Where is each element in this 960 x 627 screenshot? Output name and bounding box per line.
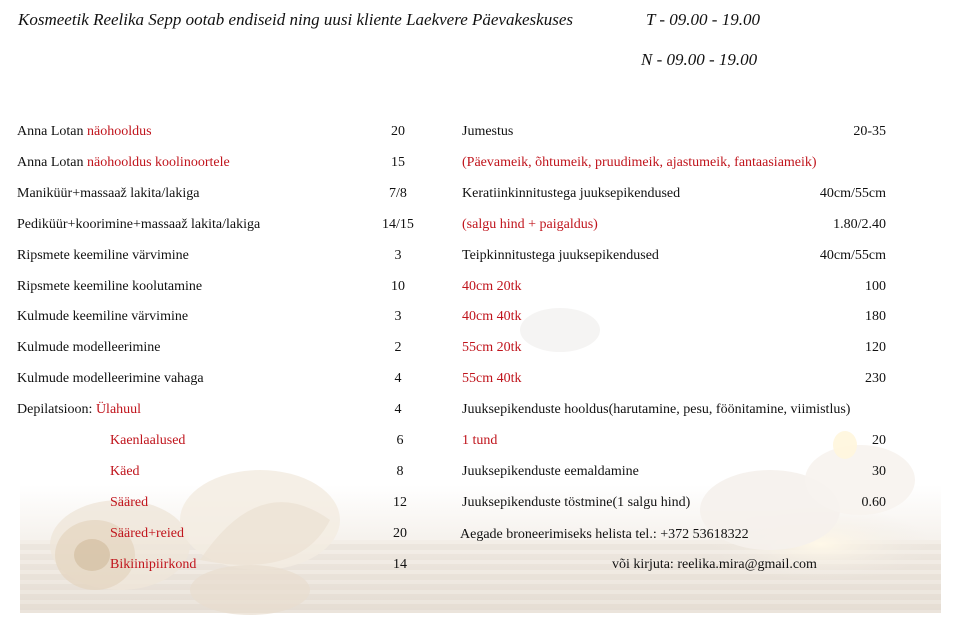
right-item-price: 100	[865, 279, 886, 294]
right-item-price: 20-35	[853, 124, 886, 139]
opening-hours-thursday: N - 09.00 - 19.00	[641, 50, 758, 69]
left-item-price: 20	[391, 124, 405, 139]
left-item-price: 4	[394, 371, 402, 386]
left-item-label-main: Ripsmete keemiline koolutamine	[17, 279, 203, 294]
left-item-label-main: Maniküür+massaaž lakita/lakiga	[17, 186, 200, 201]
left-item-label-main: Depilatsioon:	[17, 402, 96, 417]
depilation-item-price: 8	[396, 464, 404, 479]
left-item-label-main: Anna Lotan	[17, 155, 87, 170]
right-item-label: 1 tund	[462, 433, 498, 448]
right-item-price: 0.60	[861, 495, 886, 510]
left-item-price: 7/8	[389, 186, 407, 201]
left-item-label	[17, 185, 199, 203]
left-item-price: 2	[394, 340, 402, 355]
right-item-label: 55cm 40tk	[462, 371, 522, 386]
depilation-item-price: 6	[396, 433, 404, 448]
right-item-label: (salgu hind + paigaldus)	[462, 217, 598, 232]
depilation-item-label: Sääred+reied	[110, 526, 184, 541]
left-item-label	[17, 278, 202, 296]
right-item-price: 40cm/55cm	[819, 186, 886, 201]
left-item-label-main: Ripsmete keemiline värvimine	[17, 248, 189, 263]
left-item-label-main: Kulmude modelleerimine vahaga	[17, 371, 204, 386]
contact-phone: Aegade broneerimiseks helista tel.: +372 53618322	[460, 527, 749, 542]
depilation-item-price: 14	[393, 557, 407, 572]
left-item-label	[17, 216, 260, 234]
left-item-label-highlight: Ülahuul	[95, 402, 142, 417]
right-item-label: Juuksepikenduste töstmine(1 salgu hind)	[462, 495, 691, 510]
left-item-price: 3	[394, 248, 402, 263]
right-item-price: 1.80/2.40	[833, 217, 886, 232]
right-item-price: 180	[865, 309, 886, 324]
left-item-label-highlight: näohooldus koolinoortele	[86, 155, 230, 170]
right-item-label: Juuksepikenduste eemaldamine	[462, 464, 639, 479]
right-item-price: 120	[865, 340, 886, 355]
depilation-item-price: 12	[393, 495, 407, 510]
depilation-item-label: Käed	[110, 464, 140, 479]
right-item-price: 20	[872, 433, 886, 448]
depilation-item-label: Kaenlaalused	[110, 433, 186, 448]
left-item-price: 3	[394, 309, 402, 324]
left-item-label	[17, 339, 160, 357]
contact-email: või kirjuta: reelika.mira@gmail.com	[612, 557, 817, 572]
left-item-price: 4	[394, 402, 402, 417]
right-item-label: 40cm 20tk	[462, 279, 522, 294]
right-item-label: Keratiinkinnitustega juuksepikendused	[462, 186, 681, 201]
right-item-label: (Päevameik, õhtumeik, pruudimeik, ajastumeik, fantaasiameik)	[462, 155, 817, 170]
left-item-price: 15	[391, 155, 405, 170]
right-item-price: 40cm/55cm	[819, 248, 886, 263]
left-item-label	[17, 308, 188, 326]
left-item-label	[17, 123, 152, 141]
right-item-price: 230	[865, 371, 886, 386]
depilation-item-price: 20	[393, 526, 407, 541]
right-item-label: Jumestus	[462, 124, 514, 139]
left-item-label-highlight: näohooldus	[86, 124, 152, 139]
right-item-price: 30	[872, 464, 886, 479]
left-item-label	[17, 401, 141, 419]
left-item-price: 10	[391, 279, 405, 294]
left-item-price: 14/15	[382, 217, 414, 232]
left-item-label-main: Kulmude modelleerimine	[17, 340, 161, 355]
right-item-label: Teipkinnitustega juuksepikendused	[462, 248, 659, 263]
left-item-label	[17, 370, 204, 388]
left-item-label-main: Kulmude keemiline värvimine	[17, 309, 189, 324]
depilation-item-label: Sääred	[110, 495, 149, 510]
left-item-label-main: Anna Lotan	[17, 124, 87, 139]
depilation-item-label: Bikiinipiirkond	[110, 557, 197, 572]
right-item-label: Juuksepikenduste hooldus(harutamine, pesu, föönitamine, viimistlus)	[462, 402, 851, 417]
right-item-label: 55cm 20tk	[462, 340, 522, 355]
left-item-label	[17, 247, 189, 265]
opening-hours-tuesday: T - 09.00 - 19.00	[646, 10, 760, 29]
left-item-label	[17, 154, 230, 172]
left-item-label-main: Pediküür+koorimine+massaaž lakita/lakiga	[17, 217, 261, 232]
header-title: Kosmeetik Reelika Sepp ootab endiseid ning uusi kliente Laekvere Päevakeskuses	[18, 10, 573, 29]
right-item-label: 40cm 40tk	[462, 309, 522, 324]
